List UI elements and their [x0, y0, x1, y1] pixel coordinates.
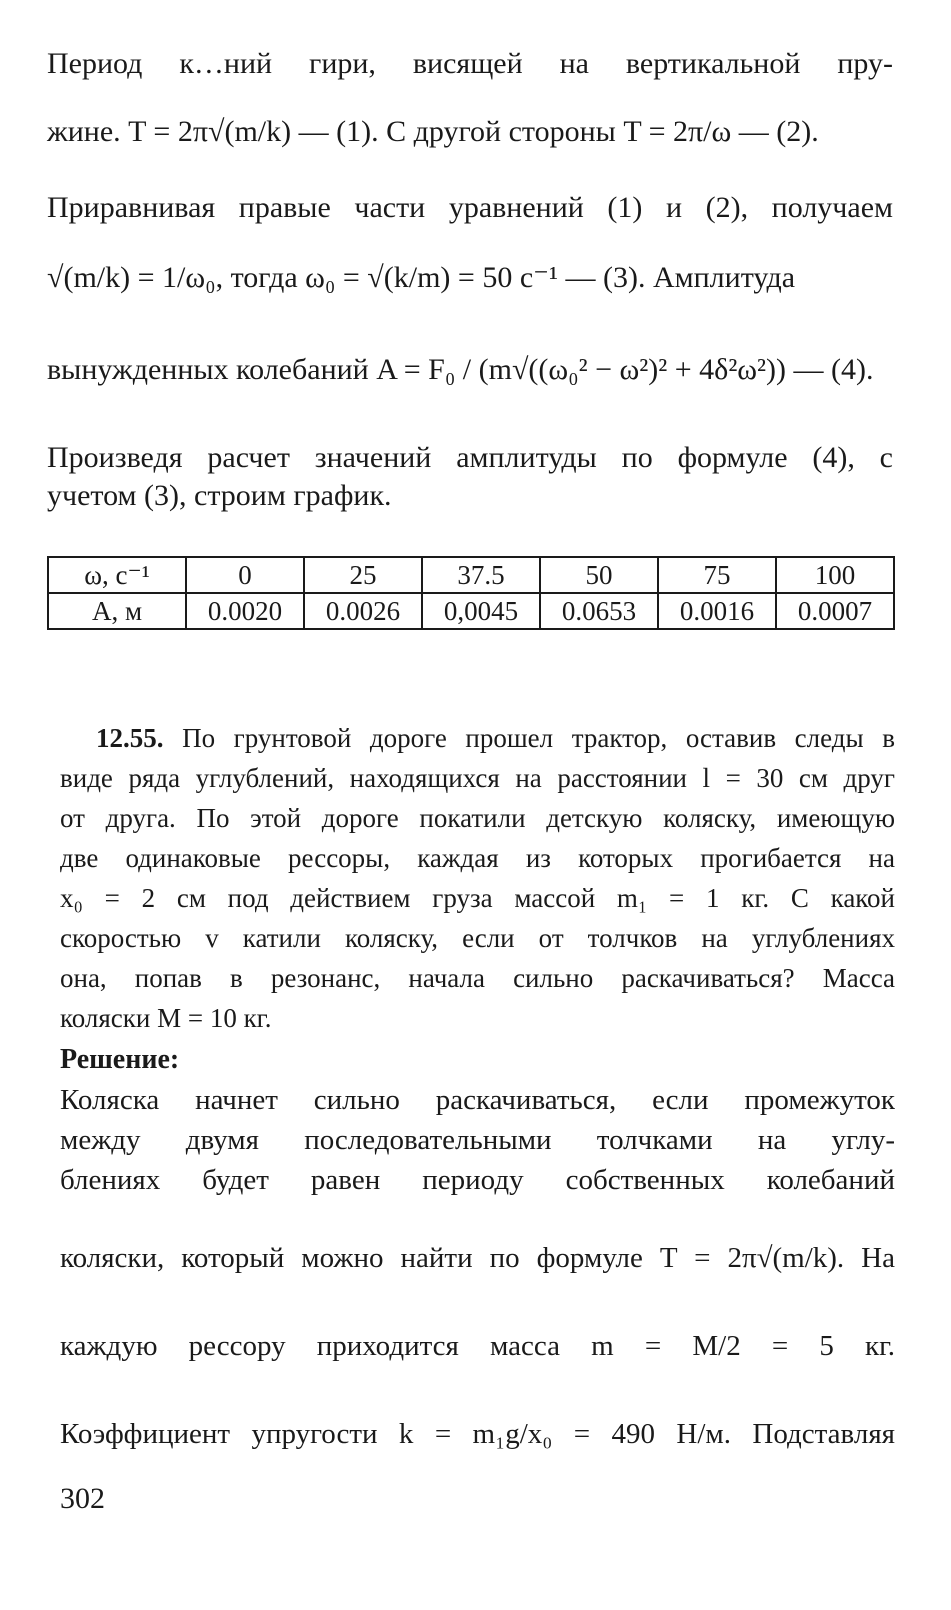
problem-line: виде ряда углублений, находящихся на расстоянии l = 30 см друг — [60, 763, 895, 793]
solution-line: коляски, который можно найти по формуле T = 2π√(m/k). На — [60, 1242, 895, 1274]
solution-line: каждую рессору приходится масса m = M/2 = 5 кг. — [60, 1330, 895, 1362]
table-header-cell: ω, с⁻¹ — [48, 557, 186, 593]
table-cell: 0.0016 — [658, 593, 776, 629]
problem-number: 12.55. — [96, 723, 164, 753]
text-line: Период к…ний гири, висящей на вертикальной пру- — [47, 47, 893, 80]
table-cell: 0.0007 — [776, 593, 894, 629]
table-cell: 75 — [658, 557, 776, 593]
problem-line: две одинаковые рессоры, каждая из которых прогибается на — [60, 843, 895, 873]
solution-line: блениях будет равен периоду собственных колебаний — [60, 1164, 895, 1196]
problem-line: x₀ = 2 см под действием груза массой m₁ = 1 кг. С какой — [60, 883, 895, 913]
table-cell: 0.0020 — [186, 593, 304, 629]
table-cell: 0 — [186, 557, 304, 593]
problem-line: скоростью v катили коляску, если от толчков на углублениях — [60, 923, 895, 953]
table-row — [48, 593, 894, 629]
table-header-cell: A, м — [48, 593, 186, 629]
table-row — [48, 557, 894, 593]
problem-line: коляски M = 10 кг. — [60, 1003, 272, 1033]
solution-heading: Решение: — [60, 1044, 180, 1075]
solution-line: Коэффициент упругости k = m₁g/x₀ = 490 Н/м. Подставляя — [60, 1418, 895, 1450]
amplitude-table — [47, 556, 895, 630]
text-line: вынужденных колебаний A = F₀ / (m√((ω₀² − ω²)² + 4δ²ω²)) — (4). — [47, 353, 874, 386]
table-cell: 100 — [776, 557, 894, 593]
problem-line: она, попав в резонанс, начала сильно раскачиваться? Масса — [60, 963, 895, 993]
text-line: учетом (3), строим график. — [47, 479, 392, 512]
page-number: 302 — [60, 1482, 105, 1515]
text-line: √(m/k) = 1/ω₀, тогда ω₀ = √(k/m) = 50 с⁻¹ — (3). Амплитуда — [47, 261, 796, 294]
text-line: Произведя расчет значений амплитуды по формуле (4), с — [47, 441, 893, 474]
solution-line: Коляска начнет сильно раскачиваться, если промежуток — [60, 1084, 895, 1116]
table-cell: 25 — [304, 557, 422, 593]
table-cell: 0.0026 — [304, 593, 422, 629]
problem-line-first — [96, 720, 895, 756]
table-cell: 50 — [540, 557, 658, 593]
table-cell: 0,0045 — [422, 593, 540, 629]
solution-line: между двумя последовательными толчками на углу- — [60, 1124, 895, 1156]
text-line: жине. T = 2π√(m/k) — (1). С другой стороны T = 2π/ω — (2). — [47, 115, 819, 148]
problem-line: от друга. По этой дороге покатили детскую коляску, имеющую — [60, 803, 895, 833]
problem-text: По грунтовой дороге прошел трактор, оставив следы в — [182, 723, 895, 753]
text-line: Приравнивая правые части уравнений (1) и (2), получаем — [47, 191, 893, 224]
table-cell: 37.5 — [422, 557, 540, 593]
table-cell: 0.0653 — [540, 593, 658, 629]
